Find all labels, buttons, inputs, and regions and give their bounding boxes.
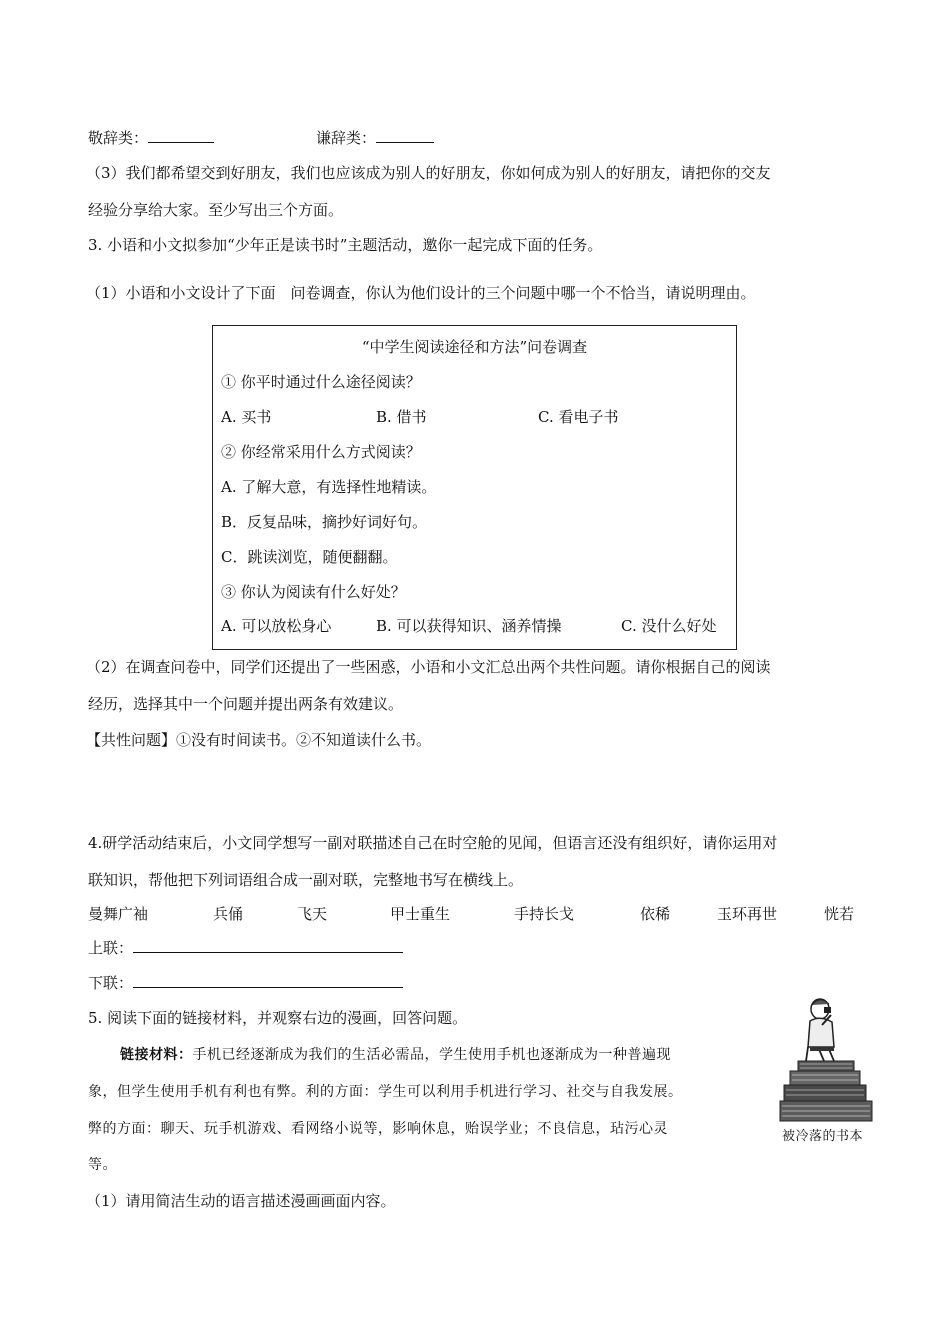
q5-intro: 5. 阅读下面的链接材料，并观察右边的漫画，回答问题。 [88, 1009, 468, 1027]
upper-couplet-label: 上联： [88, 939, 134, 957]
couplet-word: 玉环再世 [717, 905, 778, 923]
survey-title: “中学生阅读途径和方法”问卷调查 [361, 338, 588, 356]
person-on-books-illustration [776, 995, 876, 1125]
survey-question-2: ② 你经常采用什么方式阅读？ [221, 443, 421, 461]
upper-couplet-line [88, 938, 403, 958]
material-line3: 弊的方面：聊天、玩手机游戏、看网络小说等，影响休息，贻误学业；不良信息，玷污心灵 [88, 1121, 668, 1137]
survey-q1-option-a: A. 买书 [221, 408, 272, 426]
survey-q1-option-c: C. 看电子书 [538, 408, 619, 426]
respect-words-line [88, 128, 214, 148]
common-issues-label: 【共性问题】 [86, 731, 177, 749]
comic-image [776, 995, 876, 1145]
comic-caption: 被冷落的书本 [782, 1129, 864, 1144]
survey-q1-option-b: B. 借书 [376, 408, 427, 426]
couplet-word: 飞天 [297, 905, 328, 923]
lower-couplet-blank[interactable] [133, 973, 403, 988]
survey-q3-option-b: B. 可以获得知识、涵养情操 [376, 617, 562, 635]
q2-part3-line2: 经验分享给大家。至少写出三个方面。 [88, 201, 344, 219]
material-text-1: 手机已经逐渐成为我们的生活必需品，学生使用手机也逐渐成为一种普遍现 [192, 1047, 671, 1063]
material-line4: 等。 [88, 1157, 117, 1173]
survey-question-1: ① 你平时通过什么途径阅读？ [221, 373, 421, 391]
respect-words-label: 敬辞类： [88, 129, 149, 147]
survey-q2-option-a: A. 了解大意，有选择性地精读。 [221, 478, 437, 496]
q3-part2-line1: （2）在调查问卷中，同学们还提出了一些困惑，小语和小文汇总出两个共性问题。请你根据自己的阅读 [86, 658, 771, 676]
q2-part3-line1: （3）我们都希望交到好朋友，我们也应该成为别人的好朋友，你如何成为别人的好朋友，请把你的交友 [86, 164, 771, 182]
lower-couplet-line [88, 973, 403, 993]
couplet-word: 手持长戈 [514, 905, 575, 923]
upper-couplet-blank[interactable] [133, 938, 403, 953]
q3-part2-line2: 经历，选择其中一个问题并提出两条有效建议。 [88, 695, 404, 713]
survey-q3-option-a: A. 可以放松身心 [221, 617, 332, 635]
common-issues-text: ①没有时间读书。②不知道读什么书。 [176, 731, 432, 749]
material-label: 链接材料： [120, 1047, 193, 1063]
respect-words-blank[interactable] [148, 128, 214, 143]
couplet-word: 曼舞广袖 [88, 905, 149, 923]
q4-line1: 4.研学活动结束后，小文同学想写一副对联描述自己在时空舱的见闻，但语言还没有组织好，请你运用对 [88, 834, 778, 852]
survey-question-3: ③ 你认为阅读有什么好处？ [221, 583, 406, 601]
common-issues-line [86, 730, 431, 750]
couplet-word: 恍若 [824, 905, 855, 923]
survey-box [212, 325, 737, 650]
material-line2: 象，但学生使用手机有利也有弊。利的方面：学生可以利用手机进行学习、社交与自我发展。 [88, 1084, 683, 1100]
couplet-word: 甲士重生 [390, 905, 451, 923]
humble-words-label: 谦辞类： [316, 129, 377, 147]
q3-part1: （1）小语和小文设计了下面 问卷调查，你认为他们设计的三个问题中哪一个不恰当，请说明理由。 [86, 284, 756, 302]
q4-line2: 联知识，帮他把下列词语组合成一副对联，完整地书写在横线上。 [88, 871, 524, 889]
survey-q2-option-b: B．反复品味，摘抄好词好句。 [221, 513, 428, 531]
survey-q2-option-c: C．跳读浏览，随便翻翻。 [221, 548, 398, 566]
survey-q3-option-c: C. 没什么好处 [621, 617, 717, 635]
q3-intro: 3. 小语和小文拟参加“少年正是读书时”主题活动，邀你一起完成下面的任务。 [88, 236, 603, 254]
q5-part1: （1）请用简洁生动的语言描述漫画画面内容。 [86, 1192, 396, 1210]
couplet-word: 依稀 [640, 905, 671, 923]
humble-words-line [316, 128, 434, 148]
couplet-word: 兵俑 [213, 905, 244, 923]
material-line1 [120, 1045, 671, 1065]
lower-couplet-label: 下联： [88, 974, 134, 992]
humble-words-blank[interactable] [376, 128, 434, 143]
